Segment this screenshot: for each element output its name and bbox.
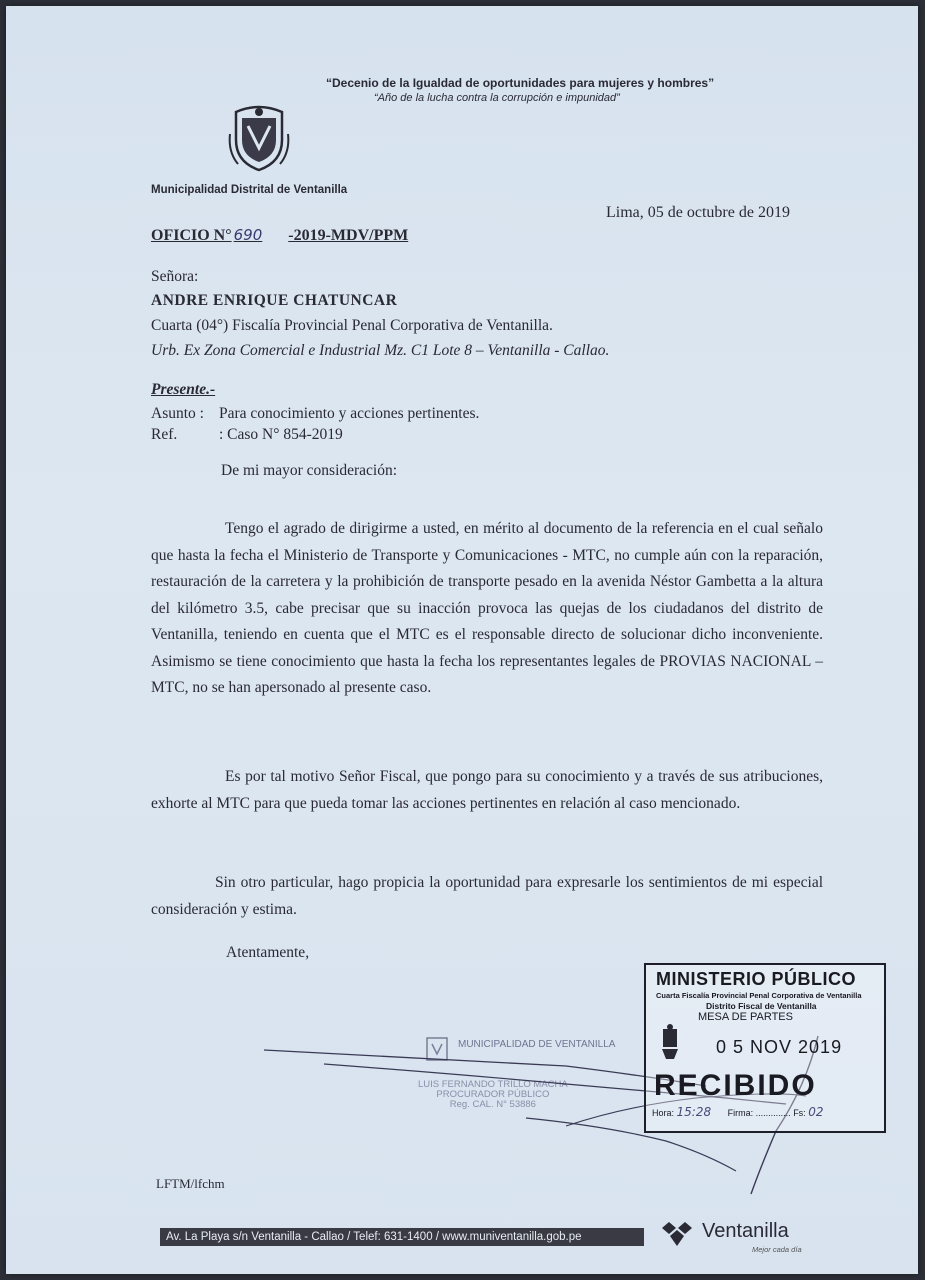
signer-registration: Reg. CAL. N° 53886 — [449, 1099, 536, 1110]
stamp-status: RECIBIDO — [654, 1069, 817, 1102]
recipient-address: Urb. Ex Zona Comercial e Industrial Mz. C1 Lote 8 – Ventanilla - Callao. — [151, 342, 610, 359]
asunto-label: Asunto : — [151, 405, 204, 422]
oficio-number: 690 — [233, 226, 263, 244]
oficio-reference — [151, 226, 408, 245]
greeting: De mi mayor consideración: — [221, 462, 398, 479]
fs-value: 02 — [808, 1105, 824, 1119]
signature-seal-icon — [424, 1036, 450, 1062]
signature-block — [418, 1080, 568, 1110]
stamp-district: Distrito Fiscal de Ventanilla — [706, 1001, 817, 1011]
footer-address-bar: Av. La Playa s/n Ventanilla - Callao / Telef: 631-1400 / www.muniventanilla.gob.pe — [160, 1228, 644, 1246]
closing: Atentamente, — [226, 944, 310, 961]
body-paragraph-2: Es por tal motivo Señor Fiscal, que pongo para su conocimiento y a través de sus atribuciones, exhorte al MTC para que pueda tomar las acciones pertinentes en relación al caso mencionado. — [151, 768, 823, 812]
oficio-prefix: OFICIO N° — [151, 227, 232, 244]
municipality-name: Municipalidad Distrital de Ventanilla — [151, 184, 348, 196]
ventanilla-logo-icon — [660, 1220, 694, 1248]
national-emblem-icon — [660, 1023, 680, 1061]
body-paragraph-3: Sin otro particular, hago propicia la oportunidad para expresarle los sentimientos de mi especial consideración y estima. — [151, 874, 823, 918]
asunto-line — [151, 405, 479, 423]
reception-stamp — [644, 963, 886, 1133]
author-initials: LFTM/lfchm — [156, 1176, 225, 1191]
signature-municipality: MUNICIPALIDAD DE VENTANILLA — [458, 1039, 616, 1050]
stamp-office: Cuarta Fiscalía Provincial Penal Corporativa de Ventanilla — [656, 991, 862, 1000]
firma-label: Firma: — [727, 1108, 754, 1118]
hora-value: 15:28 — [676, 1105, 712, 1119]
fs-label: Fs: — [793, 1108, 806, 1118]
ref-value: : Caso N° 854-2019 — [219, 426, 343, 443]
stamp-desk: MESA DE PARTES — [698, 1011, 793, 1023]
ref-label: Ref. — [151, 426, 178, 443]
letter-date: Lima, 05 de octubre de 2019 — [606, 204, 790, 221]
decade-motto: “Decenio de la Igualdad de oportunidades para mujeres y hombres” — [326, 76, 715, 90]
letter-page — [6, 6, 918, 1274]
year-motto: “Año de la lucha contra la corrupción e impunidad” — [374, 92, 620, 104]
oficio-suffix: -2019-MDV/PPM — [288, 227, 409, 244]
brand-name: Ventanilla — [702, 1220, 789, 1242]
ref-line — [151, 426, 343, 444]
recipient-title: Señora: — [151, 268, 199, 285]
recipient-name: ANDRE ENRIQUE CHATUNCAR — [151, 292, 398, 309]
signer-role: PROCURADOR PÚBLICO — [436, 1089, 550, 1100]
stamp-footer: Hora: 15:28 Firma: .............. Fs: 02 — [652, 1105, 824, 1119]
recipient-office: Cuarta (04°) Fiscalía Provincial Penal Corporativa de Ventanilla. — [151, 317, 553, 334]
stamp-date: 0 5 NOV 2019 — [716, 1037, 843, 1057]
stamp-title: MINISTERIO PÚBLICO — [656, 969, 857, 989]
brand-tagline: Mejor cada día — [752, 1245, 802, 1254]
signer-name: LUIS FERNANDO TRILLO MACHA — [418, 1079, 568, 1090]
hora-label: Hora: — [652, 1108, 675, 1118]
presente-label: Presente.- — [151, 381, 216, 398]
municipal-crest-icon — [228, 104, 290, 172]
body-paragraph-1: Tengo el agrado de dirigirme a usted, en mérito al documento de la referencia en el cual señalo que hasta la fecha el Ministerio de Transporte y Comunicaciones - MTC, no cumple aún con la reparación, restauración de la carretera y la prohibición de transporte pesado en la avenida Néstor Gambetta a la altura del kilómetro 3.5, cabe precisar que su inacción provoca las quejas de los ciudadanos del distrito de Ventanilla, teniendo en cuenta que el MTC es el responsable directo de solucionar dicho inconveniente. Asimismo se tiene conocimiento que hasta la fecha los representantes legales de PROVIAS NACIONAL – MTC, no se han apersonado al presente caso. — [151, 520, 823, 696]
asunto-value: Para conocimiento y acciones pertinentes. — [219, 405, 480, 422]
